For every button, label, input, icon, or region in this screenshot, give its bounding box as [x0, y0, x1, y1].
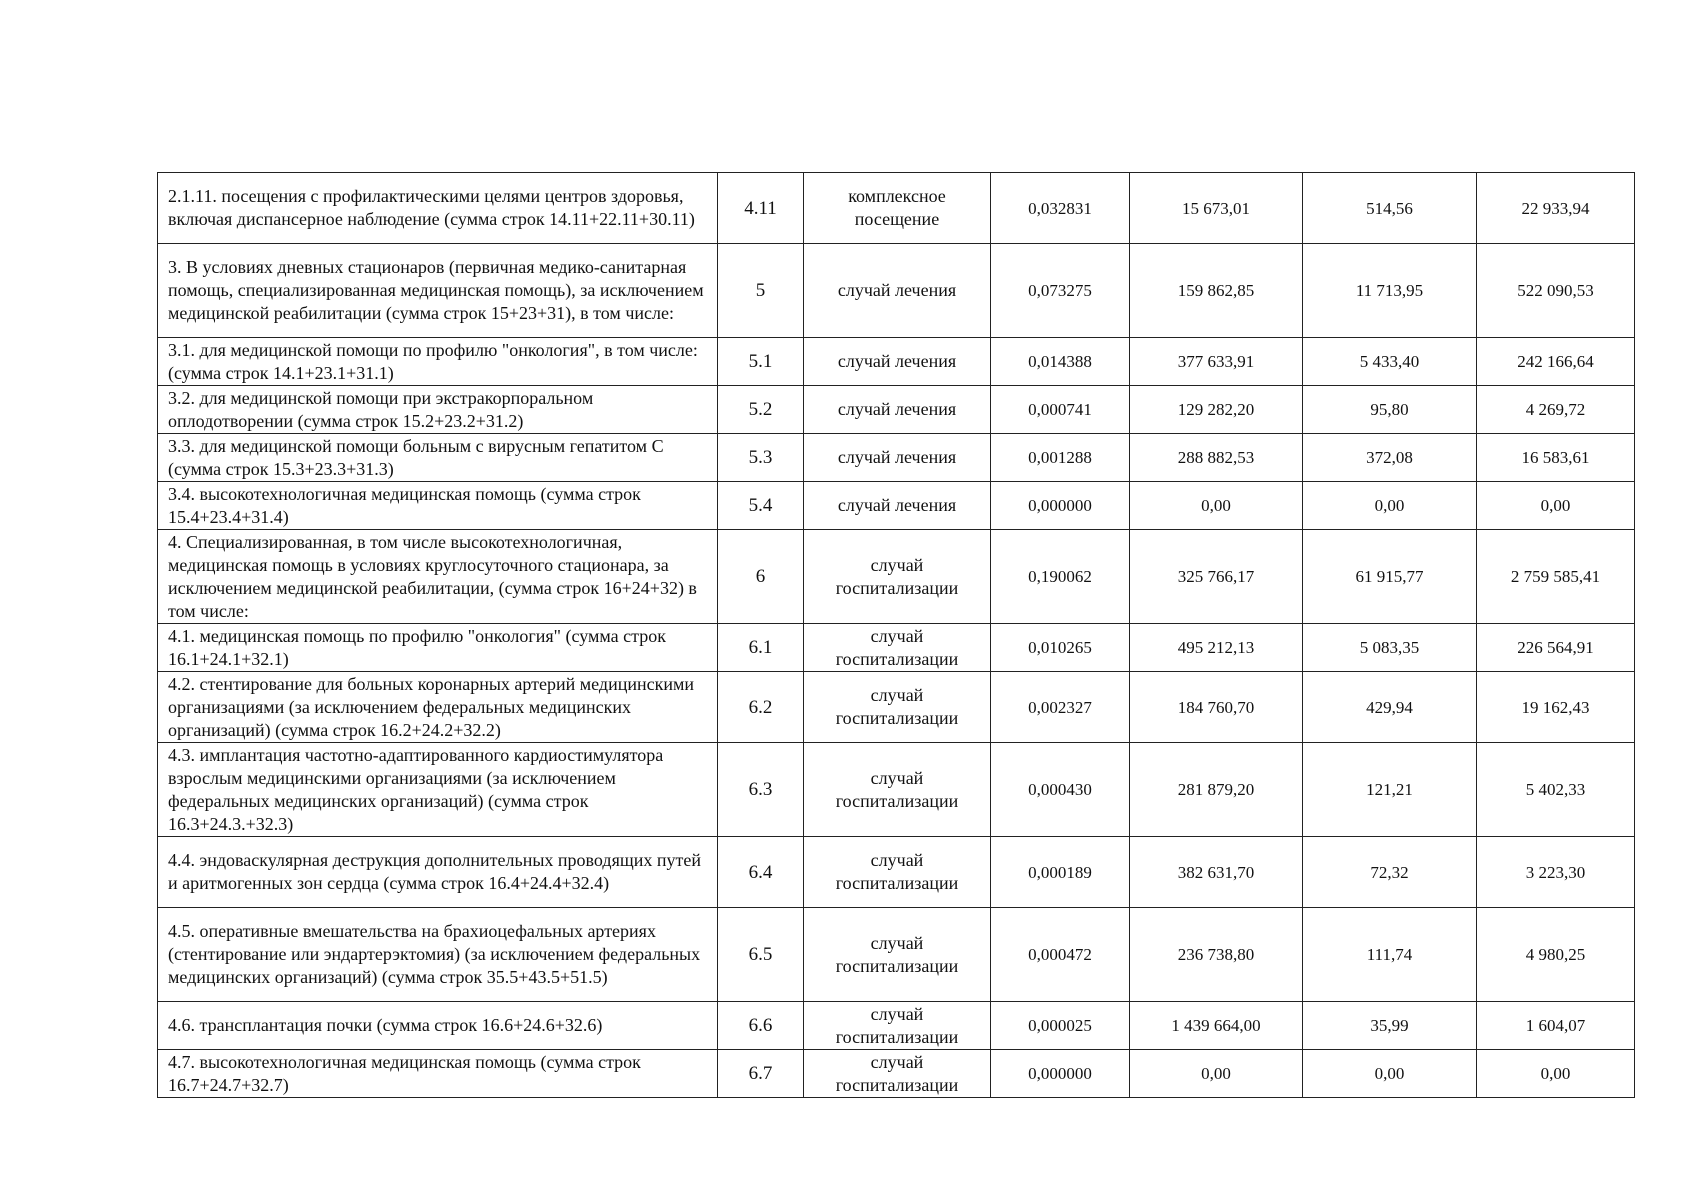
document-page — [157, 172, 1634, 1098]
financing-table — [157, 172, 1635, 1098]
row-norm-cell: 0,000741 — [991, 386, 1130, 434]
row-norm-cell: 0,000430 — [991, 743, 1130, 837]
row-cost-cell: 15 673,01 — [1130, 173, 1303, 244]
row-code-cell: 6.6 — [718, 1002, 804, 1050]
row-norm-cell: 0,073275 — [991, 244, 1130, 338]
row-norm-cell: 0,001288 — [991, 434, 1130, 482]
row-code-cell: 6.7 — [718, 1050, 804, 1098]
row-total-cell: 19 162,43 — [1477, 672, 1635, 743]
row-code-cell: 5.1 — [718, 338, 804, 386]
row-code-cell: 5.4 — [718, 482, 804, 530]
row-cost-cell: 159 862,85 — [1130, 244, 1303, 338]
row-per-capita-cell: 61 915,77 — [1303, 530, 1477, 624]
row-norm-cell: 0,000189 — [991, 837, 1130, 908]
row-norm-cell: 0,190062 — [991, 530, 1130, 624]
row-unit-cell: случай госпитализации — [804, 1050, 991, 1098]
row-unit-cell: случай лечения — [804, 482, 991, 530]
row-per-capita-cell: 514,56 — [1303, 173, 1477, 244]
row-name-cell: 3.3. для медицинской помощи больным с вирусным гепатитом С (сумма строк 15.3+23.3+31.3) — [158, 434, 718, 482]
table-row — [158, 482, 1635, 530]
row-norm-cell: 0,032831 — [991, 173, 1130, 244]
row-cost-cell: 382 631,70 — [1130, 837, 1303, 908]
row-cost-cell: 281 879,20 — [1130, 743, 1303, 837]
row-name-cell: 4.7. высокотехнологичная медицинская помощь (сумма строк 16.7+24.7+32.7) — [158, 1050, 718, 1098]
row-total-cell: 522 090,53 — [1477, 244, 1635, 338]
row-total-cell: 4 980,25 — [1477, 908, 1635, 1002]
table-row — [158, 434, 1635, 482]
row-code-cell: 6.2 — [718, 672, 804, 743]
row-unit-cell: случай госпитализации — [804, 624, 991, 672]
row-name-cell: 4.3. имплантация частотно-адаптированного кардиостимулятора взрослым медицинскими организациями (за исключением федеральных медицинских организаций) (сумма строк 16.3+24.3.+32.3) — [158, 743, 718, 837]
row-name-cell: 4.4. эндоваскулярная деструкция дополнительных проводящих путей и аритмогенных зон сердца (сумма строк 16.4+24.4+32.4) — [158, 837, 718, 908]
row-unit-cell: случай госпитализации — [804, 837, 991, 908]
row-code-cell: 6.3 — [718, 743, 804, 837]
row-total-cell: 4 269,72 — [1477, 386, 1635, 434]
row-total-cell: 2 759 585,41 — [1477, 530, 1635, 624]
row-total-cell: 22 933,94 — [1477, 173, 1635, 244]
row-unit-cell: случай госпитализации — [804, 743, 991, 837]
row-cost-cell: 236 738,80 — [1130, 908, 1303, 1002]
table-row — [158, 386, 1635, 434]
row-unit-cell: случай лечения — [804, 434, 991, 482]
row-code-cell: 4.11 — [718, 173, 804, 244]
row-name-cell: 3.1. для медицинской помощи по профилю "онкология", в том числе: (сумма строк 14.1+23.1+31.1) — [158, 338, 718, 386]
row-total-cell: 0,00 — [1477, 1050, 1635, 1098]
row-code-cell: 6.1 — [718, 624, 804, 672]
row-code-cell: 6.5 — [718, 908, 804, 1002]
row-per-capita-cell: 11 713,95 — [1303, 244, 1477, 338]
row-total-cell: 0,00 — [1477, 482, 1635, 530]
row-code-cell: 5.3 — [718, 434, 804, 482]
row-unit-cell: случай госпитализации — [804, 908, 991, 1002]
table-row — [158, 743, 1635, 837]
row-per-capita-cell: 0,00 — [1303, 482, 1477, 530]
row-norm-cell: 0,000000 — [991, 1050, 1130, 1098]
row-name-cell: 3.4. высокотехнологичная медицинская помощь (сумма строк 15.4+23.4+31.4) — [158, 482, 718, 530]
row-unit-cell: случай госпитализации — [804, 672, 991, 743]
row-per-capita-cell: 429,94 — [1303, 672, 1477, 743]
row-cost-cell: 377 633,91 — [1130, 338, 1303, 386]
row-name-cell: 4.5. оперативные вмешательства на брахиоцефальных артериях (стентирование или эндартерэктомия) (за исключением федеральных медицинских организаций) (сумма строк 35.5+43.5+51.5) — [158, 908, 718, 1002]
table-row — [158, 672, 1635, 743]
row-per-capita-cell: 372,08 — [1303, 434, 1477, 482]
table-row — [158, 908, 1635, 1002]
table-row — [158, 1002, 1635, 1050]
row-cost-cell: 1 439 664,00 — [1130, 1002, 1303, 1050]
row-norm-cell: 0,014388 — [991, 338, 1130, 386]
row-name-cell: 3. В условиях дневных стационаров (первичная медико-санитарная помощь, специализированная медицинская помощь), за исключением медицинской реабилитации (сумма строк 15+23+31), в том числе: — [158, 244, 718, 338]
row-unit-cell: случай лечения — [804, 338, 991, 386]
row-code-cell: 6 — [718, 530, 804, 624]
row-norm-cell: 0,000025 — [991, 1002, 1130, 1050]
row-cost-cell: 288 882,53 — [1130, 434, 1303, 482]
row-per-capita-cell: 111,74 — [1303, 908, 1477, 1002]
row-norm-cell: 0,000000 — [991, 482, 1130, 530]
row-name-cell: 2.1.11. посещения с профилактическими целями центров здоровья, включая диспансерное наблюдение (сумма строк 14.11+22.11+30.11) — [158, 173, 718, 244]
table-row — [158, 624, 1635, 672]
row-per-capita-cell: 121,21 — [1303, 743, 1477, 837]
table-row — [158, 173, 1635, 244]
row-cost-cell: 495 212,13 — [1130, 624, 1303, 672]
row-total-cell: 16 583,61 — [1477, 434, 1635, 482]
row-unit-cell: комплексное посещение — [804, 173, 991, 244]
row-total-cell: 3 223,30 — [1477, 837, 1635, 908]
row-cost-cell: 0,00 — [1130, 1050, 1303, 1098]
row-name-cell: 4. Специализированная, в том числе высокотехнологичная, медицинская помощь в условиях круглосуточного стационара, за исключением медицинской реабилитации, (сумма строк 16+24+32) в том числе: — [158, 530, 718, 624]
row-per-capita-cell: 5 433,40 — [1303, 338, 1477, 386]
row-per-capita-cell: 95,80 — [1303, 386, 1477, 434]
row-code-cell: 6.4 — [718, 837, 804, 908]
row-norm-cell: 0,010265 — [991, 624, 1130, 672]
table-body — [158, 173, 1635, 1098]
row-unit-cell: случай лечения — [804, 244, 991, 338]
row-per-capita-cell: 0,00 — [1303, 1050, 1477, 1098]
row-code-cell: 5 — [718, 244, 804, 338]
row-cost-cell: 325 766,17 — [1130, 530, 1303, 624]
row-name-cell: 4.2. стентирование для больных коронарных артерий медицинскими организациями (за исключением федеральных медицинских организаций) (сумма строк 16.2+24.2+32.2) — [158, 672, 718, 743]
row-total-cell: 1 604,07 — [1477, 1002, 1635, 1050]
row-unit-cell: случай госпитализации — [804, 1002, 991, 1050]
row-code-cell: 5.2 — [718, 386, 804, 434]
table-row — [158, 1050, 1635, 1098]
row-total-cell: 242 166,64 — [1477, 338, 1635, 386]
row-norm-cell: 0,000472 — [991, 908, 1130, 1002]
row-name-cell: 4.1. медицинская помощь по профилю "онкология" (сумма строк 16.1+24.1+32.1) — [158, 624, 718, 672]
row-total-cell: 226 564,91 — [1477, 624, 1635, 672]
row-unit-cell: случай лечения — [804, 386, 991, 434]
table-row — [158, 338, 1635, 386]
table-row — [158, 530, 1635, 624]
row-name-cell: 4.6. трансплантация почки (сумма строк 16.6+24.6+32.6) — [158, 1002, 718, 1050]
row-per-capita-cell: 5 083,35 — [1303, 624, 1477, 672]
row-per-capita-cell: 72,32 — [1303, 837, 1477, 908]
row-name-cell: 3.2. для медицинской помощи при экстракорпоральном оплодотворении (сумма строк 15.2+23.2+31.2) — [158, 386, 718, 434]
row-cost-cell: 184 760,70 — [1130, 672, 1303, 743]
table-row — [158, 837, 1635, 908]
row-norm-cell: 0,002327 — [991, 672, 1130, 743]
row-cost-cell: 129 282,20 — [1130, 386, 1303, 434]
table-row — [158, 244, 1635, 338]
row-per-capita-cell: 35,99 — [1303, 1002, 1477, 1050]
row-total-cell: 5 402,33 — [1477, 743, 1635, 837]
row-unit-cell: случай госпитализации — [804, 530, 991, 624]
row-cost-cell: 0,00 — [1130, 482, 1303, 530]
